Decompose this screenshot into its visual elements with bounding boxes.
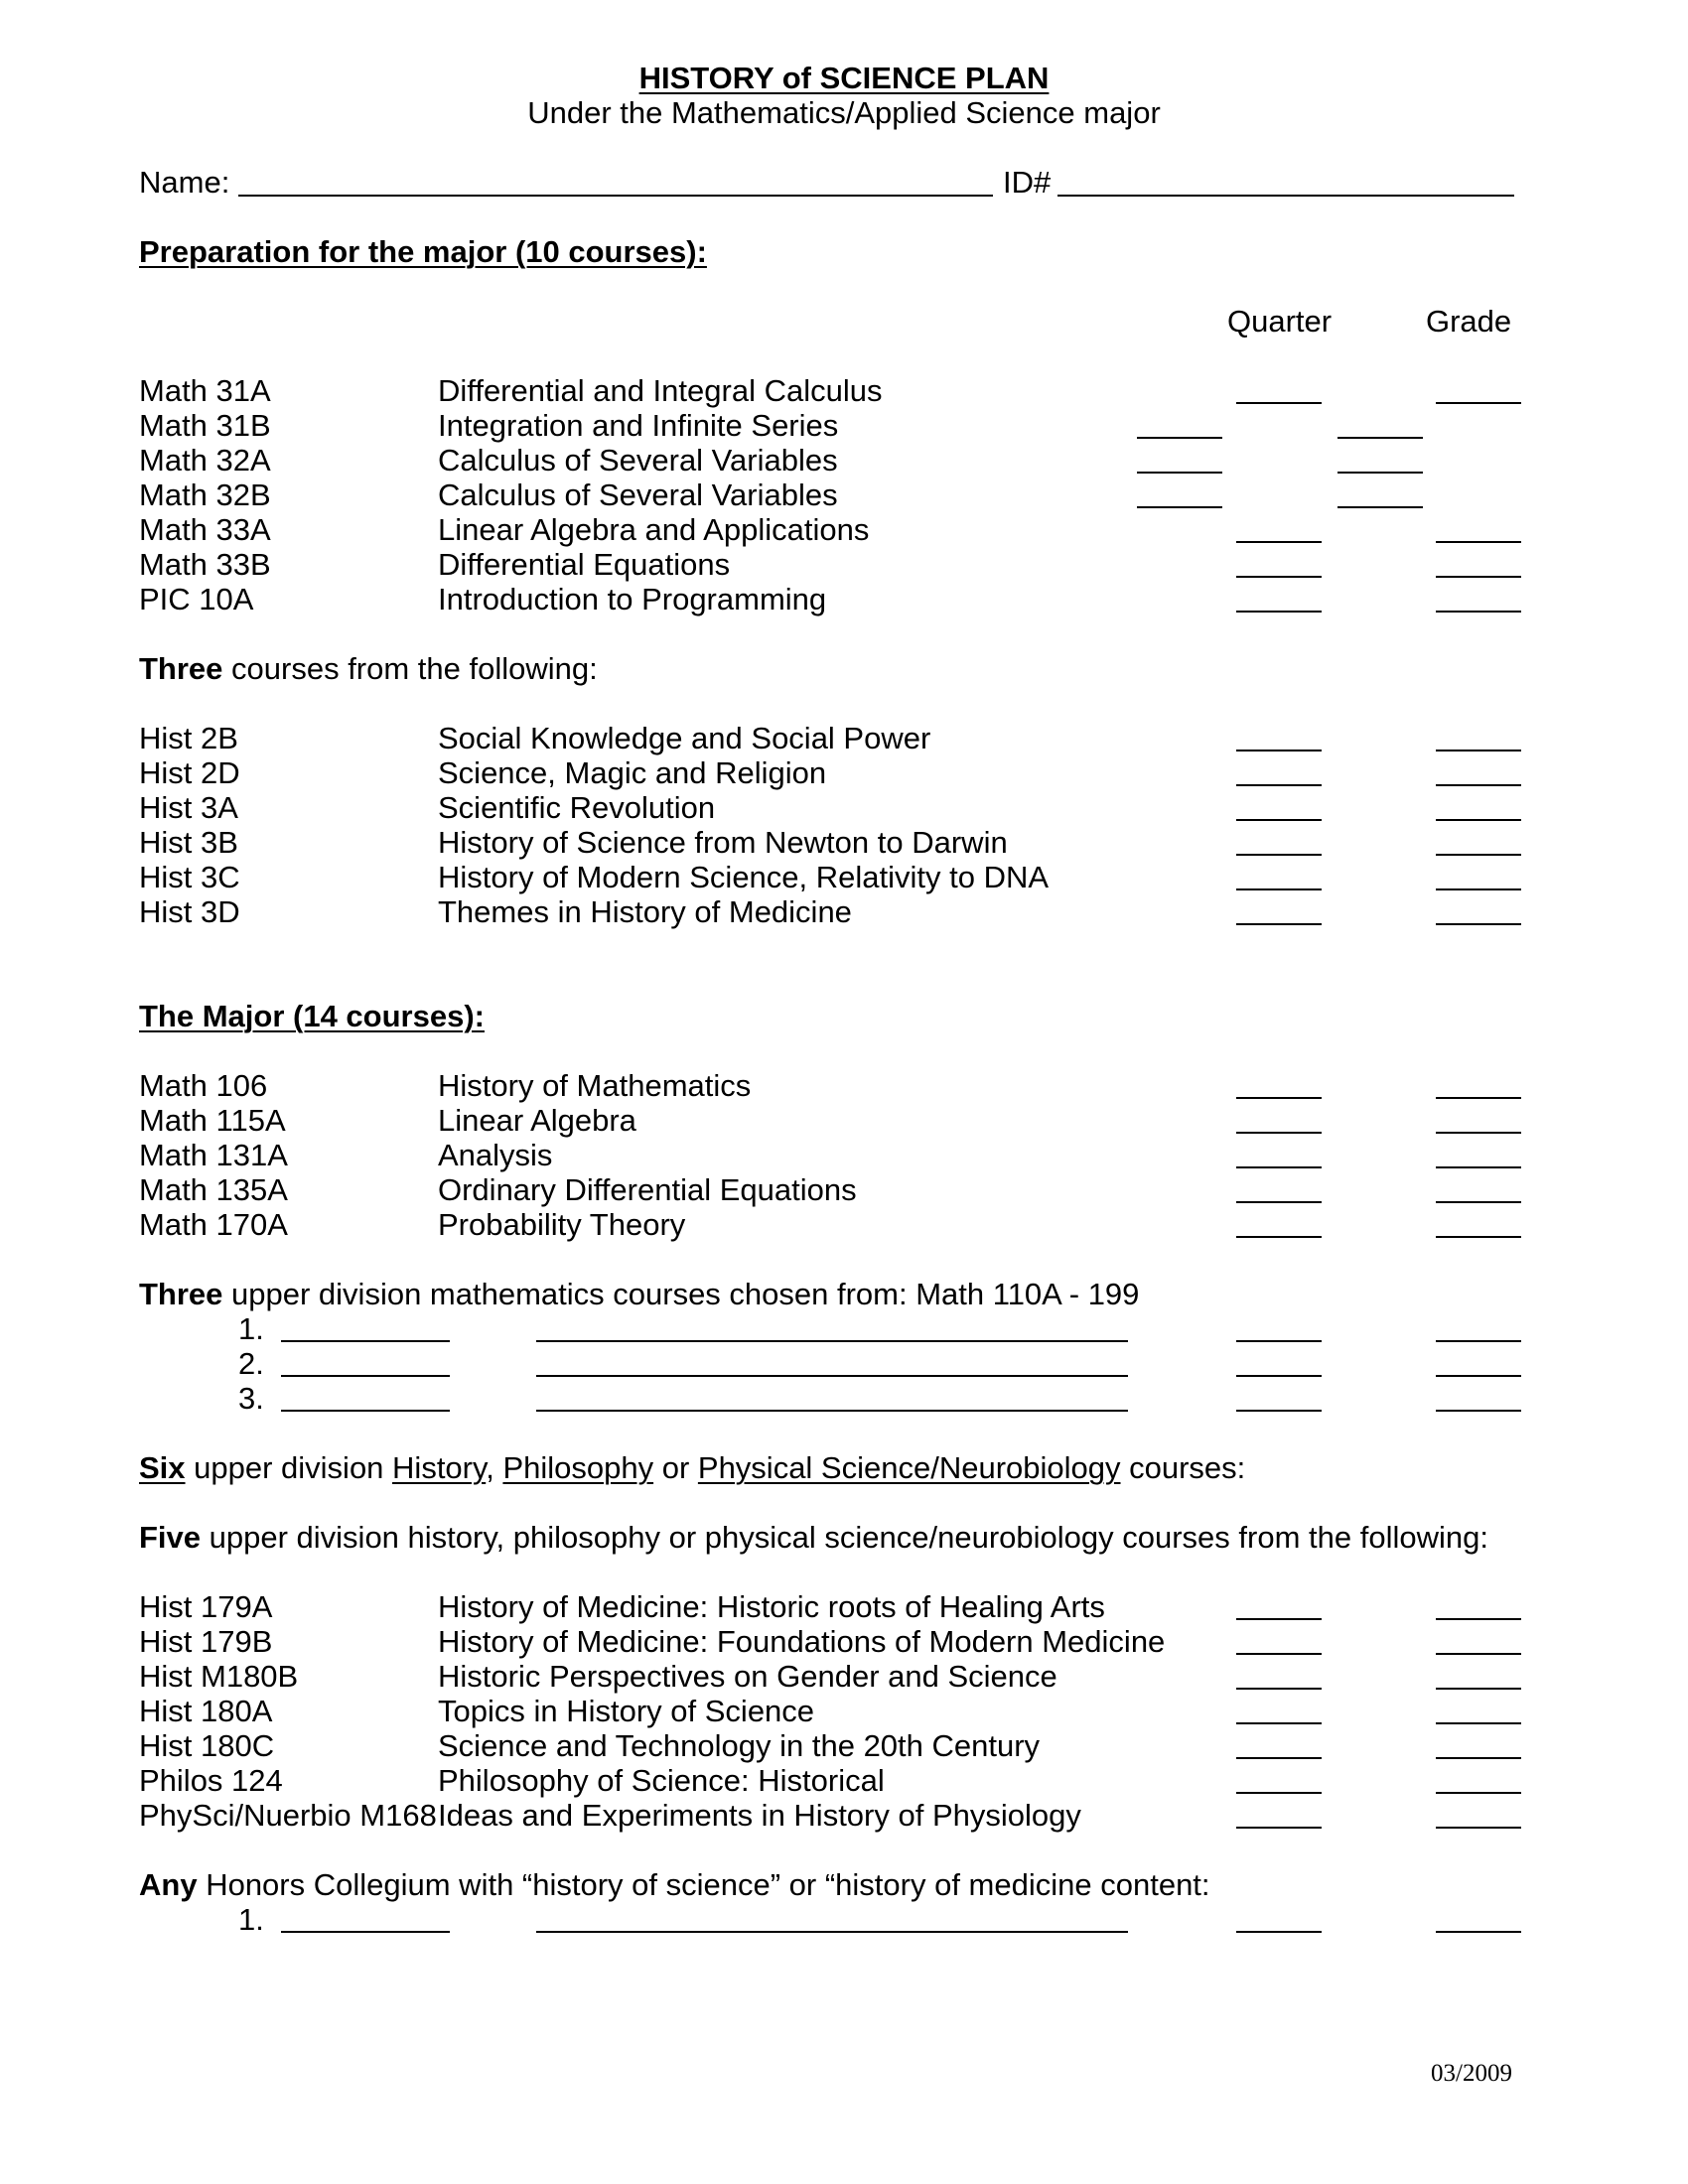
quarter-blank[interactable] <box>1236 1653 1322 1655</box>
course-title: Science and Technology in the 20th Century <box>438 1728 1041 1763</box>
course-number-blank[interactable] <box>281 1410 450 1412</box>
quarter-blank[interactable] <box>1236 402 1322 404</box>
preparation-heading: Preparation for the major (10 courses): <box>139 234 707 269</box>
quarter-blank[interactable] <box>1236 1097 1322 1099</box>
course-code: Hist 3C <box>139 860 240 894</box>
quarter-blank[interactable] <box>1137 506 1222 508</box>
course-title: Historic Perspectives on Gender and Science <box>438 1659 1057 1694</box>
course-code: Hist 3A <box>139 790 238 825</box>
course-title: Introduction to Programming <box>438 582 827 616</box>
quarter-blank[interactable] <box>1236 923 1322 925</box>
course-title-blank[interactable] <box>536 1410 1128 1412</box>
grade-blank[interactable] <box>1337 437 1423 439</box>
course-code: Math 115A <box>139 1103 286 1138</box>
course-code: Math 31A <box>139 373 271 408</box>
grade-blank[interactable] <box>1436 1201 1521 1203</box>
quarter-blank[interactable] <box>1236 1792 1322 1794</box>
quarter-column-header: Quarter <box>1227 304 1333 339</box>
quarter-blank[interactable] <box>1236 1166 1322 1168</box>
grade-blank[interactable] <box>1436 1827 1521 1829</box>
course-number-blank[interactable] <box>281 1375 450 1377</box>
grade-blank[interactable] <box>1337 472 1423 474</box>
course-code: Hist 2D <box>139 755 240 790</box>
quarter-blank[interactable] <box>1236 1688 1322 1690</box>
grade-column-header: Grade <box>1426 304 1512 339</box>
course-code: Hist 179A <box>139 1589 273 1624</box>
course-title: Social Knowledge and Social Power <box>438 721 931 755</box>
course-title-blank[interactable] <box>536 1340 1128 1342</box>
quarter-blank[interactable] <box>1236 1827 1322 1829</box>
row-number: 1. <box>238 1311 264 1346</box>
course-title: History of Mathematics <box>438 1068 752 1103</box>
grade-blank[interactable] <box>1436 750 1521 751</box>
quarter-blank[interactable] <box>1236 888 1322 890</box>
course-code: Math 131A <box>139 1138 288 1172</box>
quarter-blank[interactable] <box>1236 1931 1322 1933</box>
course-title: Probability Theory <box>438 1207 686 1242</box>
grade-blank[interactable] <box>1436 1340 1521 1342</box>
quarter-blank[interactable] <box>1236 1132 1322 1134</box>
quarter-blank[interactable] <box>1137 472 1222 474</box>
grade-blank[interactable] <box>1436 402 1521 404</box>
course-title: History of Science from Newton to Darwin <box>438 825 1008 860</box>
grade-blank[interactable] <box>1436 1931 1521 1933</box>
course-title: Differential and Integral Calculus <box>438 373 883 408</box>
course-title: Themes in History of Medicine <box>438 894 852 929</box>
quarter-blank[interactable] <box>1236 1410 1322 1412</box>
three-courses-instruction: Three courses from the following: <box>139 651 598 686</box>
course-code: Hist M180B <box>139 1659 299 1694</box>
course-title: History of Modern Science, Relativity to DNA <box>438 860 1050 894</box>
grade-blank[interactable] <box>1436 1132 1521 1134</box>
course-title: Ideas and Experiments in History of Physiology <box>438 1798 1081 1833</box>
grade-blank[interactable] <box>1436 1688 1521 1690</box>
revision-date: 03/2009 <box>1431 2060 1512 2087</box>
quarter-blank[interactable] <box>1236 1722 1322 1724</box>
course-title: History of Medicine: Foundations of Modern Medicine <box>438 1624 1166 1659</box>
course-title: Integration and Infinite Series <box>438 408 839 443</box>
quarter-blank[interactable] <box>1236 1618 1322 1620</box>
course-title: Linear Algebra <box>438 1103 636 1138</box>
course-number-blank[interactable] <box>281 1340 450 1342</box>
course-title: Calculus of Several Variables <box>438 478 838 512</box>
course-number-blank[interactable] <box>281 1931 450 1933</box>
course-code: Math 33B <box>139 547 271 582</box>
grade-blank[interactable] <box>1436 611 1521 613</box>
course-title: Philosophy of Science: Historical <box>438 1763 885 1798</box>
course-code: Math 32A <box>139 443 271 478</box>
course-title: Topics in History of Science <box>438 1694 815 1728</box>
course-title: Linear Algebra and Applications <box>438 512 870 547</box>
id-field[interactable] <box>1057 195 1514 197</box>
course-title: Science, Magic and Religion <box>438 755 827 790</box>
grade-blank[interactable] <box>1436 1166 1521 1168</box>
grade-blank[interactable] <box>1436 854 1521 856</box>
grade-blank[interactable] <box>1436 819 1521 821</box>
course-title-blank[interactable] <box>536 1931 1128 1933</box>
quarter-blank[interactable] <box>1236 819 1322 821</box>
quarter-blank[interactable] <box>1236 541 1322 543</box>
course-code: Math 33A <box>139 512 271 547</box>
quarter-blank[interactable] <box>1236 1340 1322 1342</box>
name-label: Name: <box>139 165 230 200</box>
row-number: 1. <box>238 1902 264 1937</box>
quarter-blank[interactable] <box>1137 437 1222 439</box>
course-code: Hist 180C <box>139 1728 275 1763</box>
grade-blank[interactable] <box>1436 1757 1521 1759</box>
quarter-blank[interactable] <box>1236 750 1322 751</box>
page-subtitle: Under the Mathematics/Applied Science major <box>527 95 1161 130</box>
grade-blank[interactable] <box>1436 888 1521 890</box>
grade-blank[interactable] <box>1436 576 1521 578</box>
six-courses-instruction: Six upper division History, Philosophy or Physical Science/Neurobiology courses: <box>139 1450 1246 1485</box>
course-code: Hist 3D <box>139 894 240 929</box>
course-title: Scientific Revolution <box>438 790 716 825</box>
course-title: Ordinary Differential Equations <box>438 1172 857 1207</box>
grade-blank[interactable] <box>1436 1653 1521 1655</box>
course-code: PIC 10A <box>139 582 254 616</box>
grade-blank[interactable] <box>1337 506 1423 508</box>
course-code: Math 31B <box>139 408 271 443</box>
five-courses-instruction: Five upper division history, philosophy or physical science/neurobiology courses from the following: <box>139 1520 1488 1555</box>
course-title-blank[interactable] <box>536 1375 1128 1377</box>
course-code: Hist 2B <box>139 721 238 755</box>
grade-blank[interactable] <box>1436 1097 1521 1099</box>
course-title: Analysis <box>438 1138 553 1172</box>
course-code: PhySci/Nuerbio M168 <box>139 1798 437 1833</box>
grade-blank[interactable] <box>1436 923 1521 925</box>
course-code: Math 170A <box>139 1207 288 1242</box>
grade-blank[interactable] <box>1436 541 1521 543</box>
id-label: ID# <box>1003 165 1052 200</box>
course-title: History of Medicine: Historic roots of Healing Arts <box>438 1589 1105 1624</box>
course-code: Hist 180A <box>139 1694 273 1728</box>
course-code: Hist 179B <box>139 1624 273 1659</box>
quarter-blank[interactable] <box>1236 1236 1322 1238</box>
quarter-blank[interactable] <box>1236 611 1322 613</box>
course-title: Differential Equations <box>438 547 731 582</box>
course-code: Math 106 <box>139 1068 268 1103</box>
grade-blank[interactable] <box>1436 1410 1521 1412</box>
course-code: Hist 3B <box>139 825 238 860</box>
grade-blank[interactable] <box>1436 784 1521 786</box>
upper-division-math-instruction: Three upper division mathematics courses chosen from: Math 110A - 199 <box>139 1277 1140 1311</box>
honors-collegium-instruction: Any Honors Collegium with “history of science” or “history of medicine content: <box>139 1867 1210 1902</box>
name-field[interactable] <box>238 195 993 197</box>
quarter-blank[interactable] <box>1236 784 1322 786</box>
grade-blank[interactable] <box>1436 1375 1521 1377</box>
grade-blank[interactable] <box>1436 1236 1521 1238</box>
row-number: 2. <box>238 1346 264 1381</box>
grade-blank[interactable] <box>1436 1618 1521 1620</box>
course-code: Math 32B <box>139 478 271 512</box>
page-title: HISTORY of SCIENCE PLAN <box>638 61 1050 95</box>
grade-blank[interactable] <box>1436 1792 1521 1794</box>
grade-blank[interactable] <box>1436 1722 1521 1724</box>
quarter-blank[interactable] <box>1236 1757 1322 1759</box>
quarter-blank[interactable] <box>1236 1201 1322 1203</box>
quarter-blank[interactable] <box>1236 854 1322 856</box>
major-heading: The Major (14 courses): <box>139 999 485 1033</box>
quarter-blank[interactable] <box>1236 1375 1322 1377</box>
course-code: Math 135A <box>139 1172 288 1207</box>
quarter-blank[interactable] <box>1236 576 1322 578</box>
course-title: Calculus of Several Variables <box>438 443 838 478</box>
course-code: Philos 124 <box>139 1763 283 1798</box>
row-number: 3. <box>238 1381 264 1416</box>
